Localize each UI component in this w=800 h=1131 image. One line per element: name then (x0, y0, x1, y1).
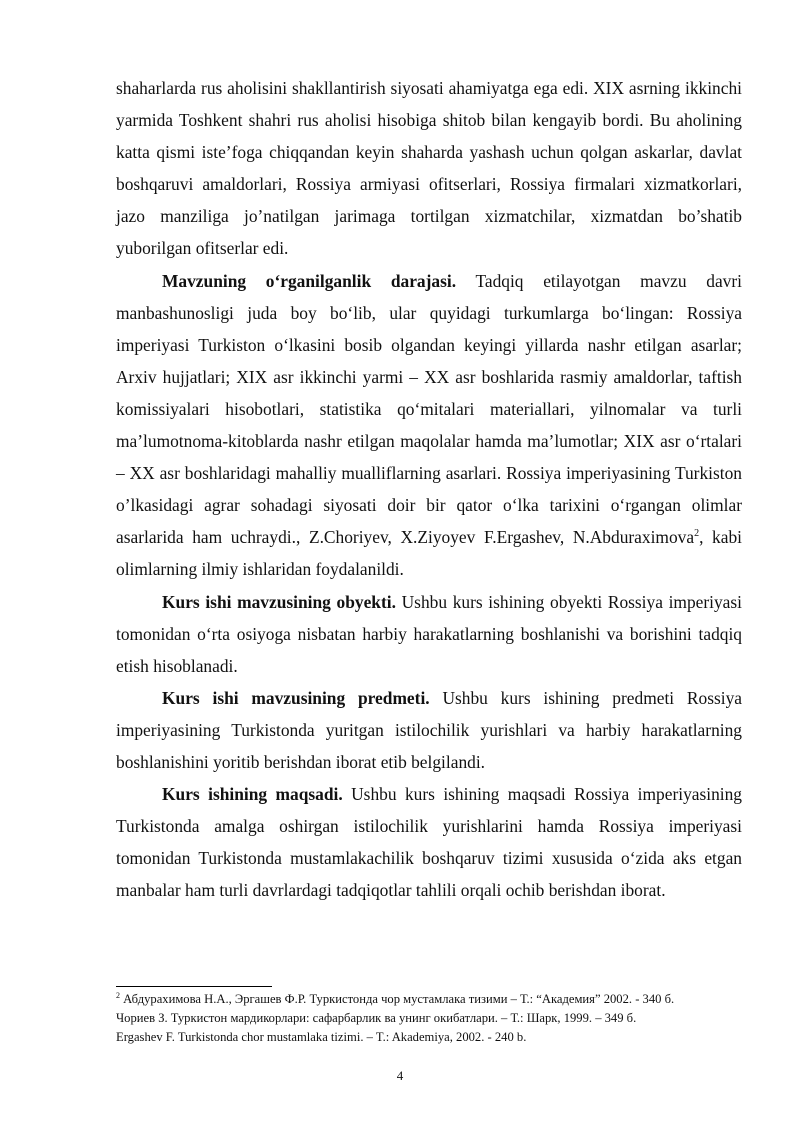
paragraph-object-text: Ushbu kurs ishining obyekti Rossiya imperiyasi tomonidan oʻrta osiyoga nisbatan harbiy harakatlarning boshlanishi va borishini tadqiq etish hisoblanadi. (116, 591, 742, 676)
footnote-1 (116, 990, 746, 1009)
footnotes (116, 990, 746, 1047)
heading-object: Kurs ishi mavzusining obyekti. (162, 591, 396, 612)
footnote-2-text: Чориев З. Туркистон мардикорлари: сафарбарлик ва унинг окибатлари. – Т.: Шарк, 1999. – 349 б. (116, 1011, 637, 1025)
paragraph-intro (116, 72, 742, 265)
body-text (116, 72, 742, 906)
paragraph-study-degree-text: Tadqiq etilayotgan mavzu davri manbashunosligi juda boy boʻlib, ular quyidagi turkumlarga boʻlingan: Rossiya imperiyasi Turkiston oʻlkasini bosib olgandan keyingi yillarda nashr etilgan asarlar; Arxiv hujjatlari; XIX asr ikkinchi yarmi – XX asr boshlarida rasmiy amaldorlar, taftish komissiyalari hisobotlari, statistika qoʻmitalari materiallari, yilnomalar va turli ma’lumotnoma-kitoblarda nashr etilgan maqolalar hamda ma’lumotlar; XIX asr oʻrtalari – XX asr boshlaridagi mahalliy mualliflarning asarlari. Rossiya imperiyasining Turkiston o’lkasidagi agrar sohadagi siyosati doir bir qator oʻlka tarixini oʻrgangan olimlar asarlarida ham uchraydi., Z.Choriyev, X.Ziyoyev F.Ergashev, N.Abduraximova (116, 270, 742, 548)
footnote-1-marker: 2 (116, 990, 120, 1000)
paragraph-subject (116, 682, 742, 778)
footnote-3 (116, 1028, 746, 1047)
page-number: 4 (396, 1068, 404, 1083)
paragraph-subject-text: Ushbu kurs ishining predmeti Rossiya imperiyasining Turkistonda yuritgan istilochilik yurishlari va harbiy harakatlarning boshlanishini yoritib berishdan iborat etib belgilandi. (116, 687, 742, 772)
heading-subject: Kurs ishi mavzusining predmeti. (162, 687, 430, 708)
paragraph-object (116, 586, 742, 682)
footnote-2 (116, 1009, 746, 1028)
paragraph-study-degree-tail: , kabi olimlarning ilmiy ishlaridan foydalanildi. (116, 527, 742, 580)
footnote-ref[interactable]: 2 (694, 528, 700, 540)
paragraph-goal-text: Ushbu kurs ishining maqsadi Rossiya imperiyasining Turkistonda amalga oshirgan istilochilik yurishlarini hamda Rossiya imperiyasi tomonidan Turkistonda mustamlakachilik boshqaruv tizimi xususida oʻzida aks etgan manbalar ham turli davrlardagi tadqiqotlar tahlili orqali ochib berishdan iborat. (116, 784, 742, 901)
footnote-1-text: Абдурахимова Н.А., Эргашев Ф.Р. Туркистонда чор мустамлака тизими – Т.: “Академия” 2002. - 340 б. (120, 992, 675, 1006)
footnote-separator (116, 986, 272, 987)
footnote-3-text: Ergashev F. Turkistonda chor mustamlaka tizimi. – T.: Akademiya, 2002. - 240 b. (116, 1030, 527, 1044)
paragraph-goal (116, 778, 742, 906)
paragraph-intro-text: shaharlarda rus aholisini shakllantirish siyosati ahamiyatga ega edi. XIX asrning ikkinchi yarmida Toshkent shahri rus aholisi hisobiga shitob bilan kengayib bordi. Bu aholining katta qismi iste’foga chiqqandan keyin shaharda yashash uchun qolgan askarlar, davlat boshqaruvi amaldorlari, Rossiya armiyasi ofitserlari, Rossiya firmalari xizmatkorlari, jazo manziliga jo’natilgan jarimaga tortilgan xizmatchilar, xizmatdan bo’shatib yuborilgan ofitserlar edi. (116, 78, 742, 259)
paragraph-study-degree (116, 265, 742, 586)
heading-study-degree: Mavzuning oʻrganilganlik darajasi. (162, 270, 457, 291)
heading-goal: Kurs ishining maqsadi. (162, 784, 343, 805)
